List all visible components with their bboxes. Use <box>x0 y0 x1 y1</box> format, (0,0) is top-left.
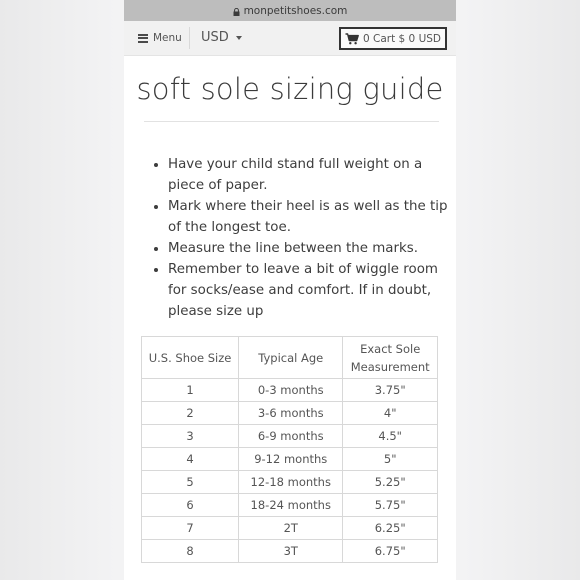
lock-icon <box>233 8 240 16</box>
menu-button[interactable] <box>138 30 182 46</box>
chevron-down-icon <box>236 36 242 40</box>
column-header-shoe-size: U.S. Shoe Size <box>142 337 239 379</box>
list-item: • Remember to leave a bit of wiggle room for socks/ease and comfort. If in doubt, please size up <box>168 259 448 322</box>
currency-label: USD <box>201 30 229 45</box>
cell-typical-age: 12-18 months <box>239 471 343 494</box>
cell-sole-measurement: 4" <box>343 402 438 425</box>
column-header-sole-measurement: Exact Sole Measurement <box>343 337 438 379</box>
cell-typical-age: 2T <box>239 517 343 540</box>
currency-selector[interactable] <box>201 30 242 45</box>
table-row <box>142 494 438 517</box>
cell-sole-measurement: 5.75" <box>343 494 438 517</box>
cart-button[interactable] <box>339 27 447 50</box>
url-text: monpetitshoes.com <box>243 4 348 17</box>
cell-sole-measurement: 5.25" <box>343 471 438 494</box>
table-row <box>142 471 438 494</box>
cell-typical-age: 0-3 months <box>239 379 343 402</box>
cell-shoe-size: 2 <box>142 402 239 425</box>
header-divider <box>189 27 190 49</box>
table-row <box>142 425 438 448</box>
cell-sole-measurement: 6.25" <box>343 517 438 540</box>
size-chart-table <box>141 336 438 563</box>
cell-typical-age: 3T <box>239 540 343 563</box>
phone-screen <box>124 0 456 580</box>
table-row <box>142 379 438 402</box>
list-item: • Mark where their heel is as well as the tip of the longest toe. <box>168 196 448 238</box>
shopping-cart-icon <box>345 33 359 45</box>
instructions-list <box>148 154 448 322</box>
cell-sole-measurement: 4.5" <box>343 425 438 448</box>
site-header <box>124 21 456 56</box>
cell-typical-age: 3-6 months <box>239 402 343 425</box>
cell-typical-age: 6-9 months <box>239 425 343 448</box>
cell-typical-age: 9-12 months <box>239 448 343 471</box>
menu-label: Menu <box>153 32 182 44</box>
cart-label: 0 Cart $ 0 USD <box>362 32 442 45</box>
cell-shoe-size: 8 <box>142 540 239 563</box>
cell-sole-measurement: 6.75" <box>343 540 438 563</box>
cell-shoe-size: 3 <box>142 425 239 448</box>
hamburger-menu-icon <box>138 34 148 43</box>
cell-sole-measurement: 3.75" <box>343 379 438 402</box>
page-title: soft sole sizing guide <box>136 72 444 106</box>
cell-sole-measurement: 5" <box>343 448 438 471</box>
cell-shoe-size: 6 <box>142 494 239 517</box>
table-row <box>142 448 438 471</box>
list-item: • Measure the line between the marks. <box>168 238 448 259</box>
title-divider <box>144 121 439 122</box>
table-row <box>142 402 438 425</box>
cell-typical-age: 18-24 months <box>239 494 343 517</box>
cell-shoe-size: 7 <box>142 517 239 540</box>
table-row <box>142 517 438 540</box>
cell-shoe-size: 5 <box>142 471 239 494</box>
table-row <box>142 540 438 563</box>
cell-shoe-size: 4 <box>142 448 239 471</box>
list-item: • Have your child stand full weight on a piece of paper. <box>168 154 448 196</box>
cell-shoe-size: 1 <box>142 379 239 402</box>
table-header-row <box>142 337 438 379</box>
browser-address-bar[interactable] <box>124 0 456 21</box>
column-header-typical-age: Typical Age <box>239 337 343 379</box>
